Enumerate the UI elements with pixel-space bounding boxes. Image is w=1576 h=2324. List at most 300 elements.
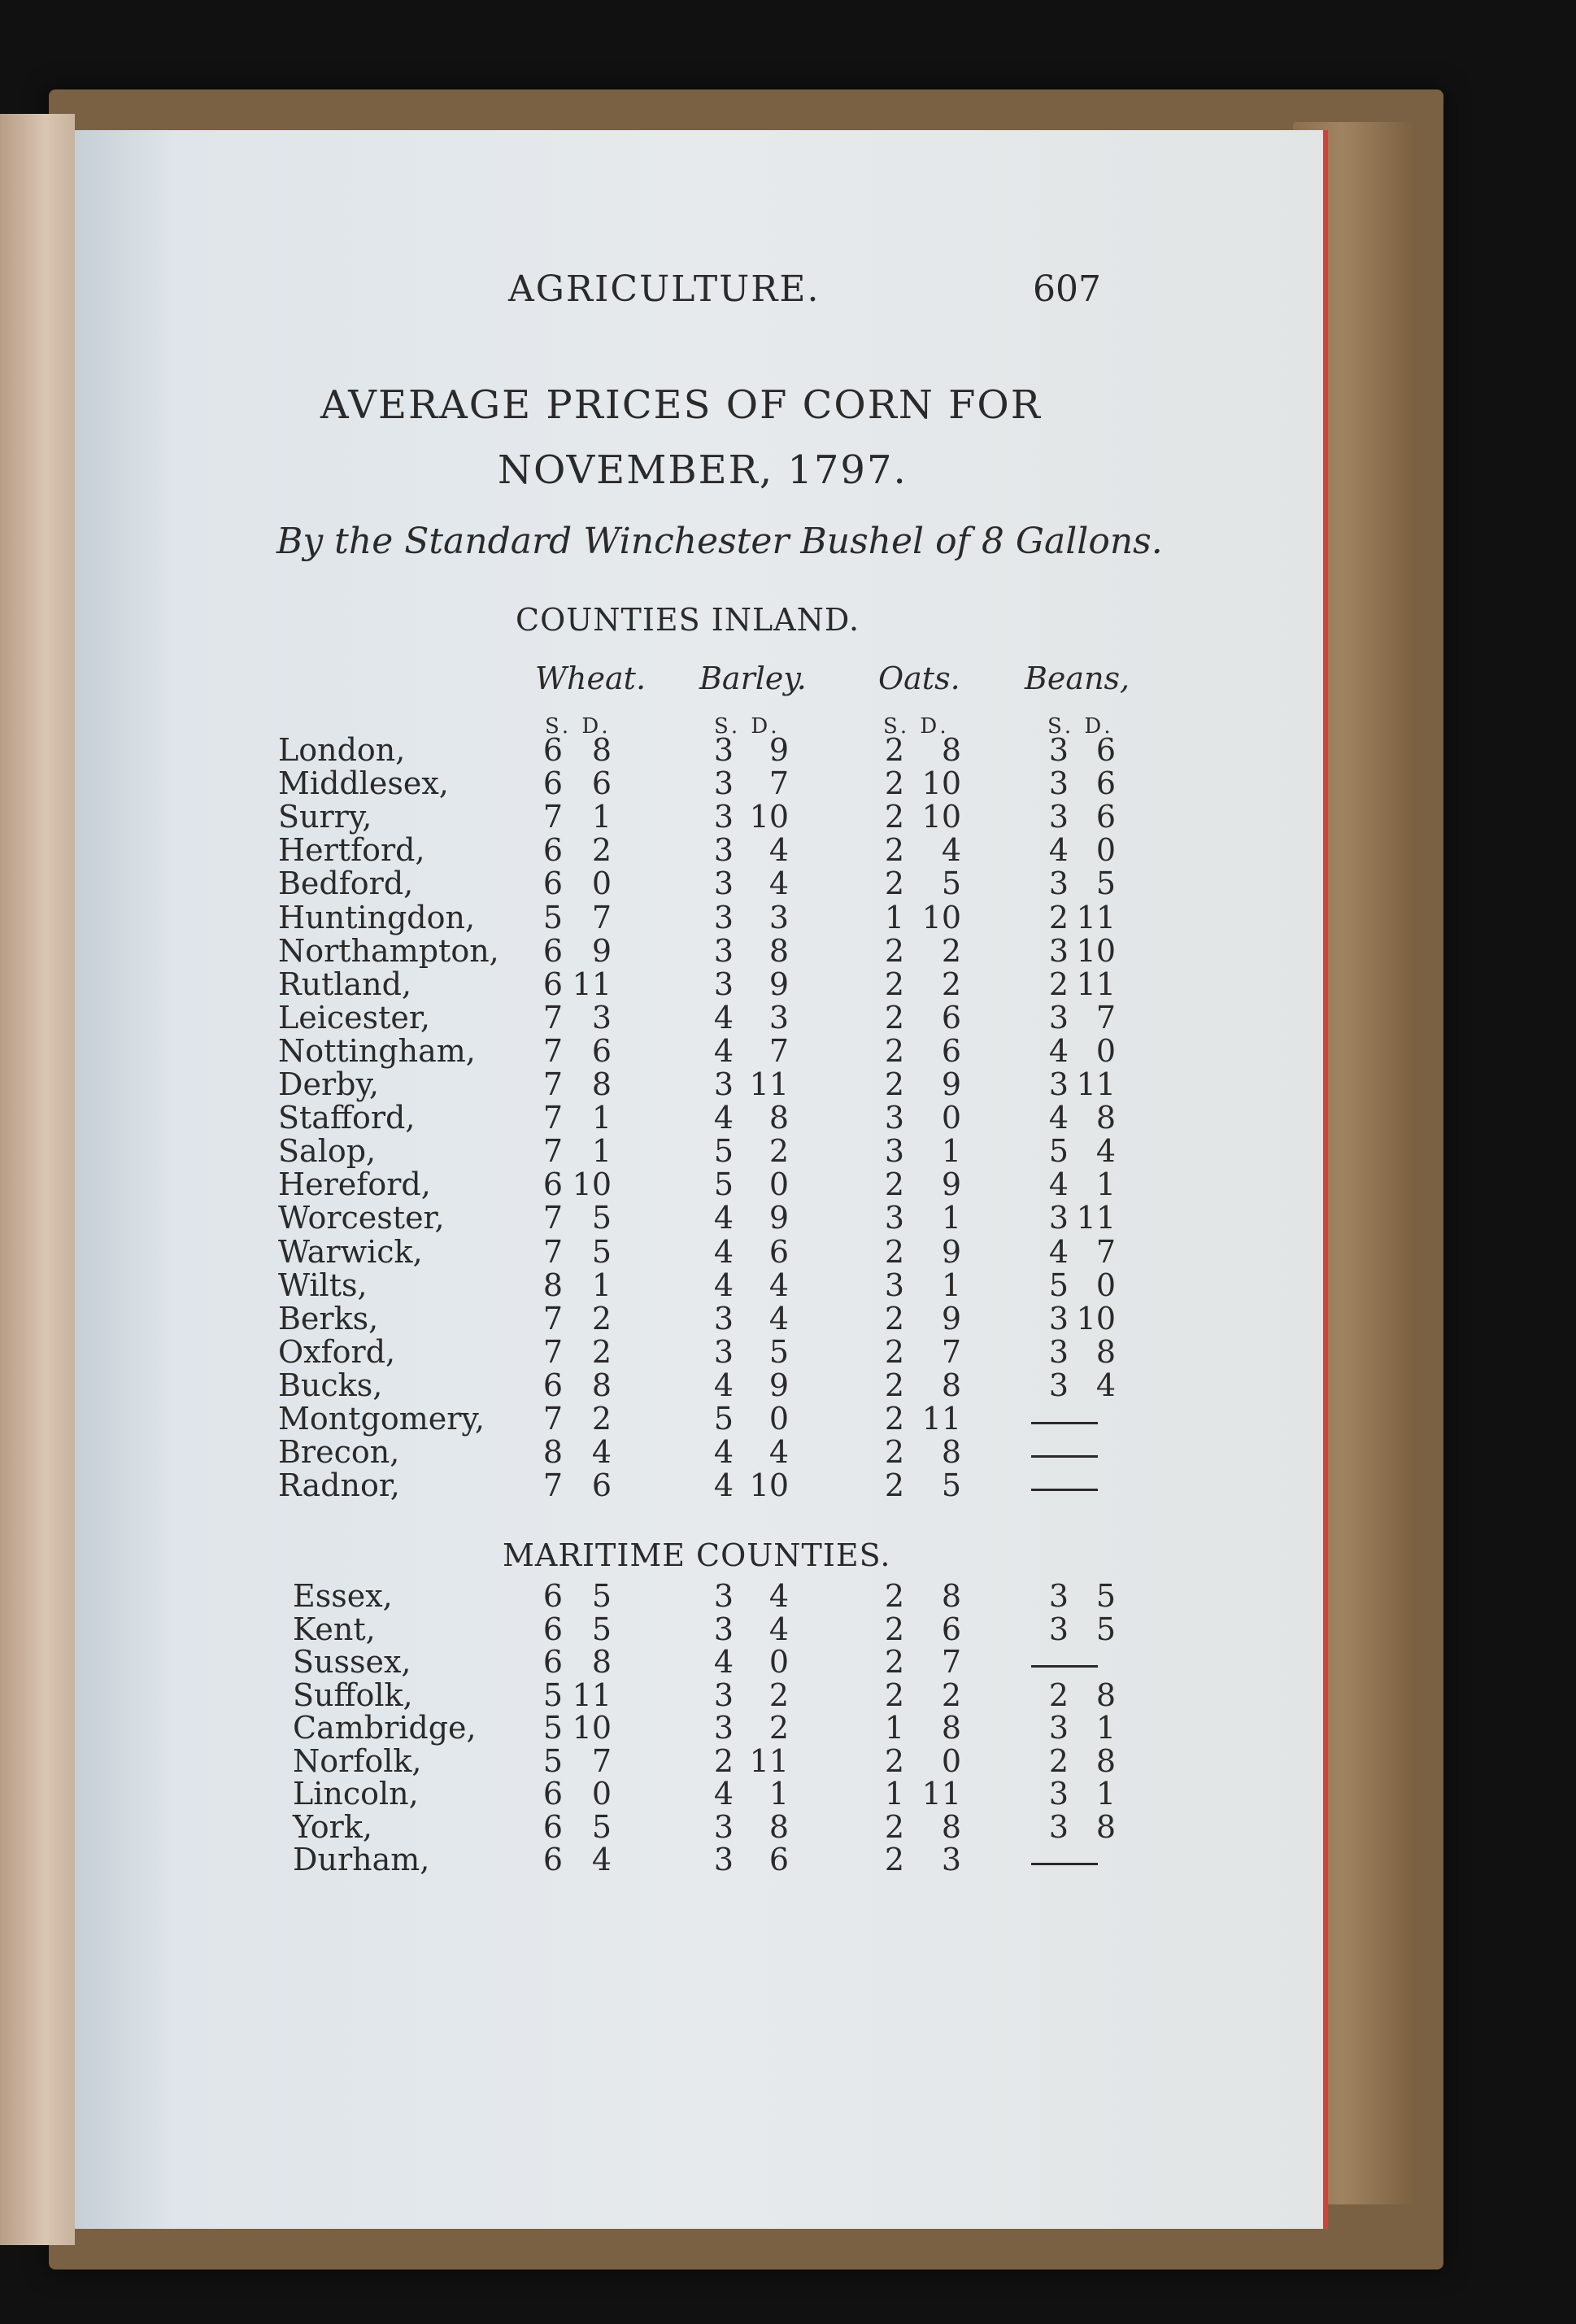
oats-shillings: 2	[884, 866, 904, 902]
barley-pence: 2	[768, 1677, 789, 1713]
wheat-shillings: 6	[542, 1842, 563, 1877]
wheat-pence: 4	[591, 1842, 612, 1877]
beans-shillings: 3	[1048, 1066, 1069, 1102]
wheat-pence: 0	[591, 1776, 612, 1812]
wheat-shillings: 6	[542, 1611, 563, 1647]
county-name: Lincoln,	[293, 1776, 419, 1812]
barley-pence: 3	[768, 899, 789, 935]
beans-shillings: 2	[1048, 966, 1069, 1002]
unit-label-barley: S. D.	[714, 714, 781, 739]
beans-no-return-dash	[1031, 1422, 1098, 1424]
oats-pence: 6	[941, 1032, 961, 1069]
wheat-pence: 1	[591, 1100, 612, 1136]
beans-shillings: 3	[1048, 732, 1069, 768]
county-name: Salop,	[278, 1133, 377, 1170]
barley-pence: 4	[768, 1611, 789, 1647]
wheat-shillings: 6	[542, 932, 563, 969]
beans-shillings: 3	[1048, 1776, 1069, 1812]
barley-pence: 4	[768, 1578, 789, 1614]
barley-pence: 0	[768, 1644, 789, 1680]
oats-pence: 6	[941, 1611, 961, 1647]
beans-shillings: 3	[1048, 799, 1069, 835]
oats-shillings: 2	[884, 765, 904, 802]
wheat-shillings: 7	[542, 1401, 563, 1437]
beans-pence: 1	[1095, 1776, 1116, 1812]
oats-shillings: 2	[884, 1677, 904, 1713]
wheat-shillings: 7	[542, 1100, 563, 1136]
county-name: Durham,	[293, 1842, 430, 1877]
beans-pence: 4	[1095, 1133, 1116, 1170]
barley-shillings: 3	[713, 1710, 734, 1746]
barley-pence: 7	[768, 765, 789, 802]
barley-pence: 0	[768, 1166, 789, 1203]
wheat-shillings: 6	[542, 1776, 563, 1812]
barley-pence: 8	[768, 932, 789, 969]
barley-shillings: 3	[713, 732, 734, 768]
oats-pence: 9	[941, 1300, 961, 1336]
wheat-pence: 11	[572, 966, 612, 1002]
county-name: Derby,	[278, 1066, 379, 1102]
beans-shillings: 4	[1048, 832, 1069, 869]
barley-pence: 8	[768, 1100, 789, 1136]
wheat-pence: 1	[591, 799, 612, 835]
beans-pence: 7	[1095, 999, 1116, 1036]
wheat-shillings: 7	[542, 1066, 563, 1102]
barley-shillings: 4	[713, 999, 734, 1036]
beans-pence: 8	[1095, 1742, 1116, 1779]
barley-shillings: 4	[713, 1434, 734, 1471]
wheat-pence: 5	[591, 1200, 612, 1236]
oats-pence: 7	[941, 1333, 961, 1370]
barley-shillings: 3	[713, 832, 734, 869]
barley-pence: 4	[768, 1300, 789, 1336]
oats-pence: 10	[921, 765, 961, 802]
wheat-pence: 2	[591, 1300, 612, 1336]
oats-pence: 7	[941, 1644, 961, 1680]
oats-pence: 10	[921, 899, 961, 935]
county-name: Bucks,	[278, 1367, 383, 1403]
unit-label-wheat: S. D.	[545, 714, 612, 739]
county-name: Suffolk,	[293, 1677, 413, 1713]
oats-shillings: 2	[884, 1611, 904, 1647]
county-name: Kent,	[293, 1611, 376, 1647]
oats-pence: 9	[941, 1066, 961, 1102]
county-name: Nottingham,	[278, 1032, 476, 1069]
barley-pence: 9	[768, 732, 789, 768]
beans-shillings: 5	[1048, 1133, 1069, 1170]
county-name: Berks,	[278, 1300, 379, 1336]
column-oats: Oats.	[878, 661, 960, 696]
beans-pence: 0	[1095, 1032, 1116, 1069]
county-name: Oxford,	[278, 1333, 396, 1370]
wheat-pence: 0	[591, 866, 612, 902]
county-name: Norfolk,	[293, 1742, 422, 1779]
oats-shillings: 2	[884, 932, 904, 969]
barley-pence: 7	[768, 1032, 789, 1069]
beans-pence: 6	[1095, 765, 1116, 802]
oats-shillings: 3	[884, 1100, 904, 1136]
barley-shillings: 4	[713, 1100, 734, 1136]
barley-shillings: 4	[713, 1467, 734, 1504]
beans-pence: 8	[1095, 1808, 1116, 1845]
wheat-shillings: 7	[542, 1032, 563, 1069]
oats-pence: 2	[941, 966, 961, 1002]
barley-shillings: 3	[713, 1808, 734, 1845]
county-name: Huntingdon,	[278, 899, 476, 935]
barley-pence: 4	[768, 1434, 789, 1471]
barley-shillings: 5	[713, 1401, 734, 1437]
beans-no-return-dash	[1031, 1455, 1098, 1458]
county-name: Rutland,	[278, 966, 412, 1002]
beans-shillings: 4	[1048, 1100, 1069, 1136]
county-name: Northampton,	[278, 932, 499, 969]
wheat-pence: 5	[591, 1578, 612, 1614]
beans-pence: 11	[1076, 899, 1116, 935]
wheat-shillings: 6	[542, 1808, 563, 1845]
beans-pence: 11	[1076, 966, 1116, 1002]
beans-shillings: 4	[1048, 1032, 1069, 1069]
county-name: York,	[293, 1808, 372, 1845]
oats-shillings: 2	[884, 1644, 904, 1680]
wheat-pence: 8	[591, 1367, 612, 1403]
barley-shillings: 3	[713, 1066, 734, 1102]
barley-shillings: 5	[713, 1166, 734, 1203]
wheat-pence: 11	[572, 1677, 612, 1713]
oats-pence: 8	[941, 732, 961, 768]
beans-pence: 1	[1095, 1710, 1116, 1746]
oats-shillings: 2	[884, 1401, 904, 1437]
wheat-pence: 2	[591, 1401, 612, 1437]
column-wheat: Wheat.	[535, 661, 647, 696]
beans-shillings: 3	[1048, 1808, 1069, 1845]
barley-shillings: 4	[713, 1644, 734, 1680]
oats-pence: 3	[941, 1842, 961, 1877]
county-name: Stafford,	[278, 1100, 416, 1136]
beans-pence: 5	[1095, 866, 1116, 902]
inland-heading: COUNTIES INLAND.	[516, 602, 860, 638]
oats-pence: 8	[941, 1578, 961, 1614]
oats-shillings: 2	[884, 732, 904, 768]
wheat-shillings: 7	[542, 799, 563, 835]
county-name: Leicester,	[278, 999, 430, 1036]
wheat-pence: 9	[591, 932, 612, 969]
wheat-pence: 5	[591, 1611, 612, 1647]
county-name: Hertford,	[278, 832, 425, 869]
barley-pence: 2	[768, 1710, 789, 1746]
oats-shillings: 2	[884, 1166, 904, 1203]
wheat-shillings: 5	[542, 1742, 563, 1779]
county-name: Cambridge,	[293, 1710, 477, 1746]
wheat-pence: 8	[591, 1644, 612, 1680]
facing-page-edge	[0, 114, 75, 2245]
unit-label-oats: S. D.	[883, 714, 950, 739]
county-name: Essex,	[293, 1578, 393, 1614]
oats-shillings: 2	[884, 1333, 904, 1370]
beans-no-return-dash	[1031, 1489, 1098, 1491]
beans-no-return-dash	[1031, 1863, 1098, 1865]
wheat-shillings: 7	[542, 1333, 563, 1370]
oats-pence: 8	[941, 1434, 961, 1471]
beans-pence: 6	[1095, 732, 1116, 768]
barley-pence: 0	[768, 1401, 789, 1437]
beans-shillings: 3	[1048, 932, 1069, 969]
barley-shillings: 5	[713, 1133, 734, 1170]
wheat-shillings: 6	[542, 732, 563, 768]
county-name: Wilts,	[278, 1267, 368, 1303]
barley-pence: 10	[749, 799, 789, 835]
barley-pence: 11	[749, 1742, 789, 1779]
wheat-shillings: 6	[542, 1644, 563, 1680]
wheat-pence: 10	[572, 1166, 612, 1203]
barley-shillings: 4	[713, 1233, 734, 1270]
oats-shillings: 3	[884, 1267, 904, 1303]
beans-shillings: 2	[1048, 899, 1069, 935]
wheat-pence: 7	[591, 899, 612, 935]
beans-pence: 1	[1095, 1166, 1116, 1203]
barley-pence: 8	[768, 1808, 789, 1845]
unit-label-beans: S. D.	[1047, 714, 1114, 739]
beans-shillings: 3	[1048, 1710, 1069, 1746]
barley-pence: 5	[768, 1333, 789, 1370]
wheat-shillings: 7	[542, 1133, 563, 1170]
barley-shillings: 3	[713, 1300, 734, 1336]
barley-shillings: 3	[713, 1578, 734, 1614]
beans-shillings: 2	[1048, 1677, 1069, 1713]
oats-shillings: 2	[884, 999, 904, 1036]
wheat-shillings: 6	[542, 1578, 563, 1614]
beans-shillings: 3	[1048, 866, 1069, 902]
oats-shillings: 1	[884, 1776, 904, 1812]
beans-shillings: 3	[1048, 1300, 1069, 1336]
oats-pence: 8	[941, 1367, 961, 1403]
wheat-shillings: 7	[542, 1233, 563, 1270]
barley-pence: 11	[749, 1066, 789, 1102]
maritime-heading: MARITIME COUNTIES.	[503, 1537, 891, 1573]
oats-shillings: 3	[884, 1133, 904, 1170]
oats-shillings: 2	[884, 966, 904, 1002]
oats-pence: 1	[941, 1200, 961, 1236]
wheat-pence: 1	[591, 1267, 612, 1303]
oats-shillings: 1	[884, 1710, 904, 1746]
beans-pence: 8	[1095, 1100, 1116, 1136]
oats-shillings: 3	[884, 1200, 904, 1236]
wheat-pence: 5	[591, 1808, 612, 1845]
county-name: Bedford,	[278, 866, 414, 902]
wheat-pence: 8	[591, 732, 612, 768]
running-head: AGRICULTURE.	[508, 268, 821, 310]
barley-pence: 6	[768, 1842, 789, 1877]
oats-shillings: 2	[884, 1842, 904, 1877]
oats-pence: 11	[921, 1776, 961, 1812]
oats-pence: 2	[941, 1677, 961, 1713]
wheat-shillings: 5	[542, 1710, 563, 1746]
barley-shillings: 3	[713, 1333, 734, 1370]
barley-shillings: 4	[713, 1367, 734, 1403]
wheat-pence: 2	[591, 1333, 612, 1370]
wheat-shillings: 7	[542, 1300, 563, 1336]
county-name: Middlesex,	[278, 765, 449, 802]
beans-shillings: 3	[1048, 1611, 1069, 1647]
wheat-shillings: 6	[542, 832, 563, 869]
county-name: Sussex,	[293, 1644, 411, 1680]
barley-pence: 1	[768, 1776, 789, 1812]
beans-shillings: 4	[1048, 1166, 1069, 1203]
oats-pence: 10	[921, 799, 961, 835]
oats-shillings: 2	[884, 832, 904, 869]
wheat-shillings: 5	[542, 899, 563, 935]
wheat-shillings: 6	[542, 1367, 563, 1403]
barley-pence: 2	[768, 1133, 789, 1170]
page-number: 607	[1033, 268, 1101, 310]
oats-shillings: 2	[884, 1032, 904, 1069]
oats-pence: 4	[941, 832, 961, 869]
oats-shillings: 2	[884, 1434, 904, 1471]
column-beans: Beans,	[1025, 661, 1130, 696]
wheat-pence: 7	[591, 1742, 612, 1779]
county-name: Montgomery,	[278, 1401, 485, 1437]
beans-shillings: 3	[1048, 1578, 1069, 1614]
oats-pence: 6	[941, 999, 961, 1036]
beans-pence: 4	[1095, 1367, 1116, 1403]
beans-shillings: 3	[1048, 1367, 1069, 1403]
oats-pence: 0	[941, 1742, 961, 1779]
beans-shillings: 2	[1048, 1742, 1069, 1779]
barley-shillings: 3	[713, 932, 734, 969]
county-name: Warwick,	[278, 1233, 423, 1270]
barley-shillings: 3	[713, 866, 734, 902]
beans-shillings: 4	[1048, 1233, 1069, 1270]
barley-pence: 4	[768, 1267, 789, 1303]
column-barley: Barley.	[699, 661, 807, 696]
wheat-shillings: 6	[542, 866, 563, 902]
barley-shillings: 3	[713, 899, 734, 935]
oats-pence: 5	[941, 866, 961, 902]
wheat-pence: 4	[591, 1434, 612, 1471]
beans-shillings: 3	[1048, 1200, 1069, 1236]
barley-pence: 9	[768, 1367, 789, 1403]
wheat-pence: 5	[591, 1233, 612, 1270]
oats-pence: 9	[941, 1233, 961, 1270]
barley-shillings: 4	[713, 1267, 734, 1303]
beans-shillings: 3	[1048, 999, 1069, 1036]
oats-pence: 9	[941, 1166, 961, 1203]
wheat-shillings: 8	[542, 1267, 563, 1303]
oats-shillings: 2	[884, 1808, 904, 1845]
beans-pence: 10	[1076, 1300, 1116, 1336]
beans-pence: 8	[1095, 1677, 1116, 1713]
oats-shillings: 2	[884, 1233, 904, 1270]
wheat-shillings: 6	[542, 1166, 563, 1203]
beans-pence: 7	[1095, 1233, 1116, 1270]
beans-pence: 6	[1095, 799, 1116, 835]
wheat-shillings: 6	[542, 765, 563, 802]
wheat-pence: 1	[591, 1133, 612, 1170]
wheat-shillings: 6	[542, 966, 563, 1002]
beans-pence: 0	[1095, 1267, 1116, 1303]
oats-pence: 11	[921, 1401, 961, 1437]
oats-shillings: 2	[884, 1742, 904, 1779]
beans-pence: 11	[1076, 1066, 1116, 1102]
county-name: Worcester,	[278, 1200, 445, 1236]
oats-pence: 0	[941, 1100, 961, 1136]
county-name: Brecon,	[278, 1434, 400, 1471]
barley-pence: 6	[768, 1233, 789, 1270]
barley-shillings: 2	[713, 1742, 734, 1779]
beans-pence: 5	[1095, 1611, 1116, 1647]
barley-shillings: 4	[713, 1200, 734, 1236]
county-name: Surry,	[278, 799, 372, 835]
oats-pence: 8	[941, 1710, 961, 1746]
wheat-shillings: 7	[542, 1467, 563, 1504]
beans-pence: 0	[1095, 832, 1116, 869]
barley-shillings: 3	[713, 799, 734, 835]
beans-pence: 8	[1095, 1333, 1116, 1370]
oats-shillings: 2	[884, 1300, 904, 1336]
title-line-2: NOVEMBER, 1797.	[498, 447, 908, 493]
oats-pence: 2	[941, 932, 961, 969]
wheat-pence: 6	[591, 1032, 612, 1069]
barley-pence: 4	[768, 832, 789, 869]
barley-pence: 9	[768, 1200, 789, 1236]
wheat-pence: 6	[591, 1467, 612, 1504]
oats-shillings: 2	[884, 1066, 904, 1102]
county-name: Radnor,	[278, 1467, 400, 1504]
wheat-shillings: 5	[542, 1677, 563, 1713]
barley-shillings: 4	[713, 1032, 734, 1069]
barley-shillings: 3	[713, 966, 734, 1002]
subtitle: By the Standard Winchester Bushel of 8 Gallons.	[276, 521, 1163, 562]
oats-pence: 1	[941, 1133, 961, 1170]
beans-pence: 5	[1095, 1578, 1116, 1614]
oats-shillings: 2	[884, 1578, 904, 1614]
oats-pence: 5	[941, 1467, 961, 1504]
oats-shillings: 2	[884, 799, 904, 835]
oats-pence: 8	[941, 1808, 961, 1845]
barley-shillings: 3	[713, 765, 734, 802]
oats-shillings: 1	[884, 899, 904, 935]
title-line-1: AVERAGE PRICES OF CORN FOR	[320, 382, 1042, 428]
wheat-shillings: 7	[542, 1200, 563, 1236]
barley-shillings: 3	[713, 1842, 734, 1877]
beans-no-return-dash	[1031, 1665, 1098, 1668]
barley-pence: 9	[768, 966, 789, 1002]
oats-shillings: 2	[884, 1467, 904, 1504]
wheat-shillings: 8	[542, 1434, 563, 1471]
barley-shillings: 3	[713, 1677, 734, 1713]
oats-pence: 1	[941, 1267, 961, 1303]
beans-shillings: 3	[1048, 1333, 1069, 1370]
wheat-pence: 10	[572, 1710, 612, 1746]
wheat-pence: 8	[591, 1066, 612, 1102]
wheat-pence: 6	[591, 765, 612, 802]
barley-shillings: 3	[713, 1611, 734, 1647]
beans-pence: 10	[1076, 932, 1116, 969]
wheat-pence: 3	[591, 999, 612, 1036]
barley-pence: 4	[768, 866, 789, 902]
page	[75, 130, 1328, 2229]
beans-pence: 11	[1076, 1200, 1116, 1236]
beans-shillings: 3	[1048, 765, 1069, 802]
barley-shillings: 4	[713, 1776, 734, 1812]
county-name: Hereford,	[278, 1166, 431, 1203]
barley-pence: 10	[749, 1467, 789, 1504]
wheat-shillings: 7	[542, 999, 563, 1036]
county-name: London,	[278, 732, 406, 768]
wheat-pence: 2	[591, 832, 612, 869]
beans-shillings: 5	[1048, 1267, 1069, 1303]
oats-shillings: 2	[884, 1367, 904, 1403]
barley-pence: 3	[768, 999, 789, 1036]
